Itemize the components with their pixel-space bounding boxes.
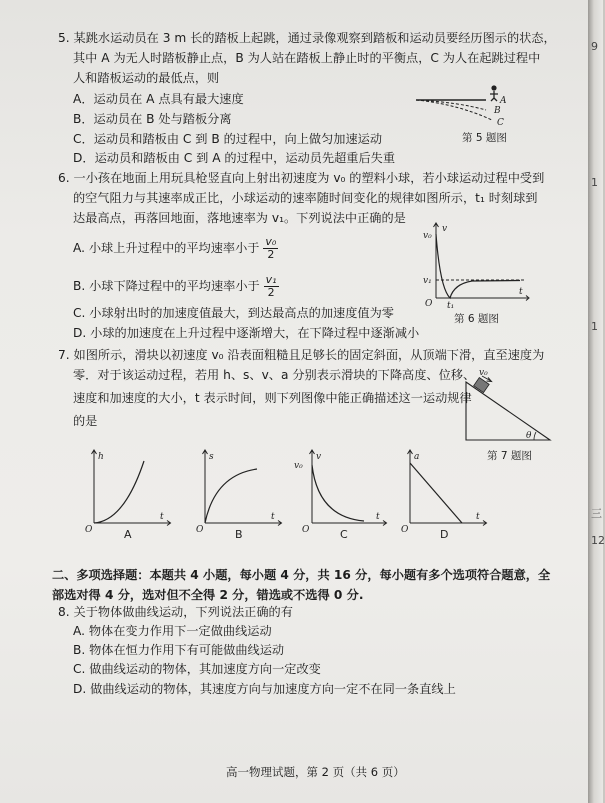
- q7-stem-line3: 速度和加速度的大小，t 表示时间，则下列图像中能正确描述这一运动规律: [73, 391, 472, 405]
- q6-label-t1: t₁: [447, 301, 455, 311]
- q7-graph-d: [400, 447, 490, 542]
- edge-mark-2: 1: [591, 176, 598, 189]
- q8-stem: 8. 关于物体做曲线运动，下列说法正确的有: [58, 605, 293, 619]
- q6-option-a-numerator: v₀: [265, 235, 277, 248]
- edge-mark-5: 12: [591, 534, 605, 547]
- q7-graph-c-origin: O: [302, 525, 310, 535]
- q8-option-b: B. 物体在恒力作用下有可能做曲线运动: [73, 643, 285, 657]
- q6-stem-line2: 的空气阻力与其速率成正比，小球运动的速率随时间变化的规律如图所示，t₁ 时刻球到: [73, 191, 538, 205]
- edge-mark-4: 三: [591, 507, 602, 520]
- q6-option-b-fraction: [264, 274, 279, 299]
- q5-springboard-figure: [412, 84, 522, 130]
- q6-option-a-denominator: 2: [267, 248, 275, 261]
- q7-graph-b-letter: B: [235, 528, 243, 541]
- q7-stem-line4: 的是: [73, 414, 98, 428]
- q6-option-a-text: A. 小球上升过程中的平均速率小于: [73, 241, 260, 255]
- q5-label-b: B: [494, 106, 501, 116]
- q7-graph-a-ylabel: h: [98, 452, 104, 462]
- q7-graph-a-xlabel: t: [160, 512, 164, 522]
- q6-stem-line1: 6. 一小孩在地面上用玩具枪竖直向上射出初速度为 v₀ 的塑料小球，若小球运动过程中受到: [58, 171, 545, 185]
- section2-header-line2: 部选对得 4 分，选对但不全得 2 分，错选或不选得 0 分.: [52, 588, 364, 602]
- q5-label-c: C: [497, 118, 504, 128]
- page-footer: 高一物理试题，第 2 页（共 6 页）: [226, 765, 405, 779]
- q7-graph-d-xlabel: t: [476, 512, 480, 522]
- q6-option-c: C. 小球射出时的加速度值最大，到达最高点的加速度值为零: [73, 306, 394, 320]
- q5-figure-caption: 第 5 题图: [462, 132, 507, 144]
- edge-mark-3: 1: [591, 320, 598, 333]
- q6-option-d: D. 小球的加速度在上升过程中逐渐增大，在下降过程中逐渐减小: [73, 326, 420, 340]
- q5-label-a: A: [500, 96, 507, 106]
- q5-option-b: B．运动员在 B 处与踏板分离: [73, 112, 232, 126]
- q7-stem-line2: 零．对于该运动过程，若用 h、s、v、a 分别表示滑块的下降高度、位移、: [73, 368, 476, 382]
- q7-graph-a-letter: A: [124, 528, 132, 541]
- q6-stem-line3: 达最高点，再落回地面，落地速率为 v₁。下列说法中正确的是: [73, 211, 406, 225]
- q5-option-c: C．运动员和踏板由 C 到 B 的过程中，向上做匀加速运动: [73, 132, 383, 146]
- edge-mark-1: 9: [591, 40, 598, 53]
- q6-option-a-fraction: [263, 236, 278, 261]
- q8-option-a: A. 物体在变力作用下一定做曲线运动: [73, 624, 272, 638]
- q6-label-v0: v₀: [423, 231, 432, 241]
- q6-label-t: t: [519, 287, 523, 297]
- q6-velocity-graph: [420, 220, 530, 310]
- q7-graph-a: [84, 447, 174, 542]
- q7-stem-line1: 7. 如图所示，滑块以初速度 v₀ 沿表面粗糙且足够长的固定斜面，从顶端下滑，直至速度为: [58, 348, 545, 362]
- q5-option-d: D．运动员和踏板由 C 到 A 的过程中，运动员先超重后失重: [73, 151, 396, 165]
- q6-option-b-denominator: 2: [267, 286, 275, 299]
- q5-option-a: A．运动员在 A 点具有最大速度: [73, 92, 244, 106]
- q7-label-theta: θ: [526, 431, 532, 441]
- q5-stem-line3: 人和踏板运动的最低点，则: [73, 71, 220, 85]
- q6-label-v1: v₁: [423, 276, 432, 286]
- q7-incline-figure: [460, 368, 555, 444]
- q6-option-a: [73, 236, 278, 261]
- q6-option-b-text: B. 小球下降过程中的平均速率小于: [73, 279, 260, 293]
- q7-graph-d-origin: O: [401, 525, 409, 535]
- q7-graph-d-letter: D: [440, 528, 449, 541]
- q7-figure-caption: 第 7 题图: [487, 450, 532, 462]
- q7-graph-c-xlabel: t: [376, 512, 380, 522]
- q7-graph-c-ylabel: v: [316, 452, 322, 462]
- q7-graph-b: [195, 447, 285, 542]
- section2-header-line1: 二、多项选择题：本题共 4 小题，每小题 4 分，共 16 分，每小题有多个选项符合题意，全: [52, 568, 551, 582]
- q7-graph-b-ylabel: s: [209, 452, 214, 462]
- q6-figure-caption: 第 6 题图: [454, 313, 499, 325]
- q7-graph-d-ylabel: a: [414, 452, 420, 462]
- q8-option-d: D. 做曲线运动的物体，其速度方向与加速度方向一定不在同一条直线上: [73, 682, 456, 696]
- q5-stem-line2: 其中 A 为无人时踏板静止点，B 为人站在踏板上静止时的平衡点，C 为人在起跳过程中: [73, 51, 541, 65]
- q6-label-v: v: [442, 224, 448, 234]
- q7-graph-b-origin: O: [196, 525, 204, 535]
- q6-label-origin: O: [425, 299, 433, 309]
- next-page-edge: [588, 0, 603, 803]
- q7-graph-c-letter: C: [340, 528, 348, 541]
- q6-option-b-numerator: v₁: [265, 273, 277, 286]
- q7-graph-c-v0: v₀: [294, 461, 303, 471]
- q6-option-b: [73, 274, 279, 299]
- q8-option-c: C. 做曲线运动的物体，其加速度方向一定改变: [73, 662, 321, 676]
- q7-graph-c: [294, 447, 390, 542]
- q7-graph-b-xlabel: t: [271, 512, 275, 522]
- q7-graph-a-origin: O: [85, 525, 93, 535]
- q5-stem-line1: 5. 某跳水运动员在 3 m 长的踏板上起跳，通过录像观察到踏板和运动员要经历图示的状态，: [58, 31, 556, 45]
- q7-label-v0: v₀: [479, 368, 488, 378]
